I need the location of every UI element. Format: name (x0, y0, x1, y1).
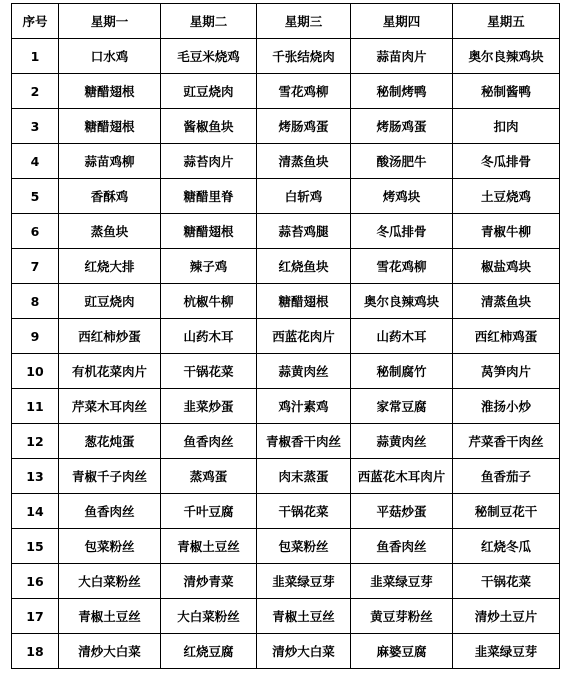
wednesday-dish-cell: 干锅花菜 (257, 494, 351, 529)
row-index-cell: 4 (12, 144, 59, 179)
monday-dish-cell: 大白菜粉丝 (59, 564, 161, 599)
tuesday-dish-cell: 糖醋翅根 (161, 214, 257, 249)
table-row (12, 634, 560, 669)
menu-table-container (11, 3, 560, 669)
row-index-cell: 14 (12, 494, 59, 529)
monday-dish-cell: 糖醋翅根 (59, 109, 161, 144)
thursday-dish-cell: 西蓝花木耳肉片 (351, 459, 453, 494)
thursday-dish-cell: 冬瓜排骨 (351, 214, 453, 249)
table-row (12, 284, 560, 319)
tuesday-dish-cell: 糖醋里脊 (161, 179, 257, 214)
wednesday-dish-cell: 蒜苔鸡腿 (257, 214, 351, 249)
thursday-dish-cell: 鱼香肉丝 (351, 529, 453, 564)
friday-dish-cell: 红烧冬瓜 (453, 529, 560, 564)
friday-dish-cell: 莴笋肉片 (453, 354, 560, 389)
thursday-dish-cell: 秘制烤鸭 (351, 74, 453, 109)
weekly-menu-table (11, 3, 560, 669)
row-index-cell: 1 (12, 39, 59, 74)
thursday-dish-cell: 雪花鸡柳 (351, 249, 453, 284)
table-row (12, 389, 560, 424)
wednesday-dish-cell: 青椒香干肉丝 (257, 424, 351, 459)
thursday-dish-cell: 韭菜绿豆芽 (351, 564, 453, 599)
thursday-dish-cell: 麻婆豆腐 (351, 634, 453, 669)
thursday-dish-cell: 山药木耳 (351, 319, 453, 354)
friday-dish-cell: 韭菜绿豆芽 (453, 634, 560, 669)
tuesday-dish-cell: 千叶豆腐 (161, 494, 257, 529)
friday-dish-cell: 芹菜香干肉丝 (453, 424, 560, 459)
monday-dish-cell: 口水鸡 (59, 39, 161, 74)
monday-dish-cell: 红烧大排 (59, 249, 161, 284)
table-row (12, 459, 560, 494)
wednesday-dish-cell: 青椒土豆丝 (257, 599, 351, 634)
tuesday-dish-cell: 山药木耳 (161, 319, 257, 354)
tuesday-dish-cell: 辣子鸡 (161, 249, 257, 284)
row-index-cell: 3 (12, 109, 59, 144)
monday-dish-cell: 香酥鸡 (59, 179, 161, 214)
monday-dish-cell: 西红柿炒蛋 (59, 319, 161, 354)
table-row (12, 354, 560, 389)
monday-dish-cell: 有机花菜肉片 (59, 354, 161, 389)
monday-dish-cell: 青椒千子肉丝 (59, 459, 161, 494)
row-index-cell: 6 (12, 214, 59, 249)
tuesday-dish-cell: 鱼香肉丝 (161, 424, 257, 459)
friday-dish-cell: 土豆烧鸡 (453, 179, 560, 214)
thursday-dish-cell: 家常豆腐 (351, 389, 453, 424)
header-wednesday: 星期三 (257, 4, 351, 39)
thursday-dish-cell: 秘制腐竹 (351, 354, 453, 389)
table-row (12, 319, 560, 354)
friday-dish-cell: 冬瓜排骨 (453, 144, 560, 179)
thursday-dish-cell: 奥尔良辣鸡块 (351, 284, 453, 319)
tuesday-dish-cell: 清炒青菜 (161, 564, 257, 599)
row-index-cell: 10 (12, 354, 59, 389)
wednesday-dish-cell: 红烧鱼块 (257, 249, 351, 284)
table-row (12, 214, 560, 249)
header-tuesday: 星期二 (161, 4, 257, 39)
wednesday-dish-cell: 蒜黄肉丝 (257, 354, 351, 389)
row-index-cell: 11 (12, 389, 59, 424)
wednesday-dish-cell: 包菜粉丝 (257, 529, 351, 564)
wednesday-dish-cell: 雪花鸡柳 (257, 74, 351, 109)
friday-dish-cell: 秘制豆花干 (453, 494, 560, 529)
table-row (12, 529, 560, 564)
table-row (12, 564, 560, 599)
table-row (12, 424, 560, 459)
monday-dish-cell: 葱花炖蛋 (59, 424, 161, 459)
tuesday-dish-cell: 干锅花菜 (161, 354, 257, 389)
monday-dish-cell: 芹菜木耳肉丝 (59, 389, 161, 424)
thursday-dish-cell: 蒜黄肉丝 (351, 424, 453, 459)
header-friday: 星期五 (453, 4, 560, 39)
monday-dish-cell: 蒸鱼块 (59, 214, 161, 249)
wednesday-dish-cell: 肉末蒸蛋 (257, 459, 351, 494)
row-index-cell: 7 (12, 249, 59, 284)
friday-dish-cell: 秘制酱鸭 (453, 74, 560, 109)
tuesday-dish-cell: 韭菜炒蛋 (161, 389, 257, 424)
table-body (12, 39, 560, 669)
row-index-cell: 2 (12, 74, 59, 109)
table-row (12, 249, 560, 284)
wednesday-dish-cell: 韭菜绿豆芽 (257, 564, 351, 599)
row-index-cell: 15 (12, 529, 59, 564)
monday-dish-cell: 糖醋翅根 (59, 74, 161, 109)
wednesday-dish-cell: 西蓝花肉片 (257, 319, 351, 354)
monday-dish-cell: 青椒土豆丝 (59, 599, 161, 634)
table-row (12, 179, 560, 214)
row-index-cell: 16 (12, 564, 59, 599)
tuesday-dish-cell: 大白菜粉丝 (161, 599, 257, 634)
wednesday-dish-cell: 清炒大白菜 (257, 634, 351, 669)
friday-dish-cell: 清蒸鱼块 (453, 284, 560, 319)
monday-dish-cell: 蒜苗鸡柳 (59, 144, 161, 179)
wednesday-dish-cell: 清蒸鱼块 (257, 144, 351, 179)
wednesday-dish-cell: 烤肠鸡蛋 (257, 109, 351, 144)
tuesday-dish-cell: 红烧豆腐 (161, 634, 257, 669)
monday-dish-cell: 豇豆烧肉 (59, 284, 161, 319)
row-index-cell: 5 (12, 179, 59, 214)
table-row (12, 39, 560, 74)
wednesday-dish-cell: 千张结烧肉 (257, 39, 351, 74)
tuesday-dish-cell: 蒸鸡蛋 (161, 459, 257, 494)
friday-dish-cell: 青椒牛柳 (453, 214, 560, 249)
table-header-row (12, 4, 560, 39)
header-thursday: 星期四 (351, 4, 453, 39)
thursday-dish-cell: 平菇炒蛋 (351, 494, 453, 529)
table-row (12, 494, 560, 529)
wednesday-dish-cell: 鸡汁素鸡 (257, 389, 351, 424)
friday-dish-cell: 清炒土豆片 (453, 599, 560, 634)
row-index-cell: 12 (12, 424, 59, 459)
thursday-dish-cell: 蒜苗肉片 (351, 39, 453, 74)
wednesday-dish-cell: 白斩鸡 (257, 179, 351, 214)
tuesday-dish-cell: 杭椒牛柳 (161, 284, 257, 319)
row-index-cell: 17 (12, 599, 59, 634)
friday-dish-cell: 奥尔良辣鸡块 (453, 39, 560, 74)
tuesday-dish-cell: 豇豆烧肉 (161, 74, 257, 109)
friday-dish-cell: 椒盐鸡块 (453, 249, 560, 284)
monday-dish-cell: 鱼香肉丝 (59, 494, 161, 529)
row-index-cell: 9 (12, 319, 59, 354)
friday-dish-cell: 扣肉 (453, 109, 560, 144)
friday-dish-cell: 淮扬小炒 (453, 389, 560, 424)
table-row (12, 599, 560, 634)
tuesday-dish-cell: 毛豆米烧鸡 (161, 39, 257, 74)
tuesday-dish-cell: 青椒土豆丝 (161, 529, 257, 564)
tuesday-dish-cell: 蒜苔肉片 (161, 144, 257, 179)
monday-dish-cell: 清炒大白菜 (59, 634, 161, 669)
thursday-dish-cell: 烤肠鸡蛋 (351, 109, 453, 144)
wednesday-dish-cell: 糖醋翅根 (257, 284, 351, 319)
header-index: 序号 (12, 4, 59, 39)
friday-dish-cell: 鱼香茄子 (453, 459, 560, 494)
thursday-dish-cell: 黄豆芽粉丝 (351, 599, 453, 634)
table-row (12, 144, 560, 179)
tuesday-dish-cell: 酱椒鱼块 (161, 109, 257, 144)
row-index-cell: 18 (12, 634, 59, 669)
row-index-cell: 13 (12, 459, 59, 494)
table-row (12, 109, 560, 144)
thursday-dish-cell: 酸汤肥牛 (351, 144, 453, 179)
friday-dish-cell: 干锅花菜 (453, 564, 560, 599)
friday-dish-cell: 西红柿鸡蛋 (453, 319, 560, 354)
row-index-cell: 8 (12, 284, 59, 319)
thursday-dish-cell: 烤鸡块 (351, 179, 453, 214)
monday-dish-cell: 包菜粉丝 (59, 529, 161, 564)
header-monday: 星期一 (59, 4, 161, 39)
table-row (12, 74, 560, 109)
